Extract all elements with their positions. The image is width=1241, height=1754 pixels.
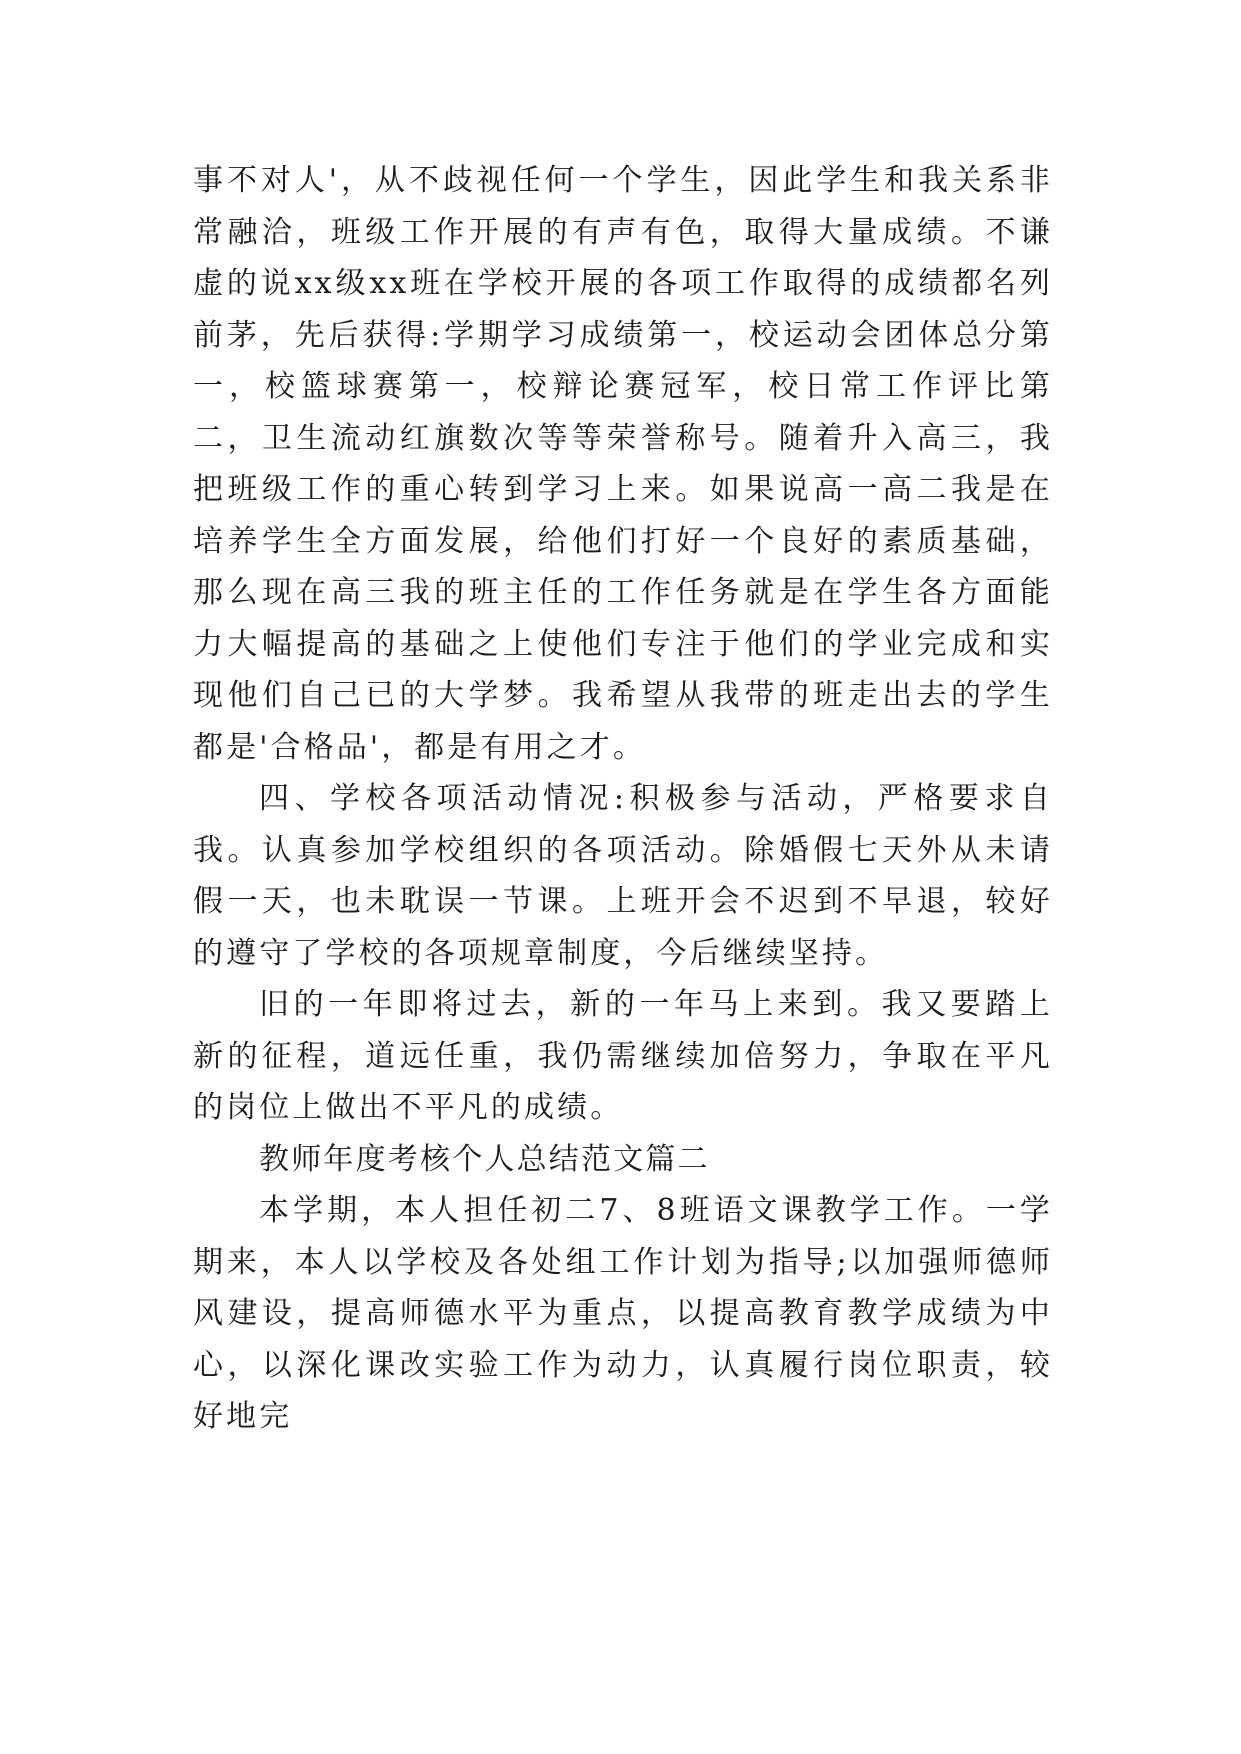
paragraph-school-activities: 四、学校各项活动情况:积极参与活动，严格要求自我。认真参加学校组织的各项活动。除婚假七天外从未请假一天，也未耽误一节课。上班开会不迟到不早退，较好的遵守了学校的各项规章制度，今后继续坚持。 [193,781,1053,971]
document-body [193,155,1053,1443]
paragraph-year-end-outlook: 旧的一年即将过去，新的一年马上来到。我又要踏上新的征程，道远任重，我仍需继续加倍努力，争取在平凡的岗位上做出不平凡的成绩。 [193,987,1053,1125]
paragraph-semester-summary: 本学期，本人担任初二7、8班语文课教学工作。一学期来，本人以学校及各处组工作计划为指导;以加强师德师风建设，提高师德水平为重点，以提高教育教学成绩为中心，以深化课改实验工作为动力，认真履行岗位职责，较好地完 [193,1193,1053,1434]
section-heading: 教师年度考核个人总结范文篇二 [259,1141,710,1177]
paragraph-class-achievements: 事不对人'，从不歧视任何一个学生，因此学生和我关系非常融洽，班级工作开展的有声有色，取得大量成绩。不谦虚的说xx级xx班在学校开展的各项工作取得的成绩都名列前茅，先后获得:学期学习成绩第一，校运动会团体总分第一，校篮球赛第一，校辩论赛冠军，校日常工作评比第二，卫生流动红旗数次等等荣誉称号。随着升入高三，我把班级工作的重心转到学习上来。如果说高一高二我是在培养学生全方面发展，给他们打好一个良好的素质基础，那么现在高三我的班主任的工作任务就是在学生各方面能力大幅提高的基础之上使他们专注于他们的学业完成和实现他们自己已的大学梦。我希望从我带的班走出去的学生都是'合格品'，都是有用之才。 [193,163,1053,765]
